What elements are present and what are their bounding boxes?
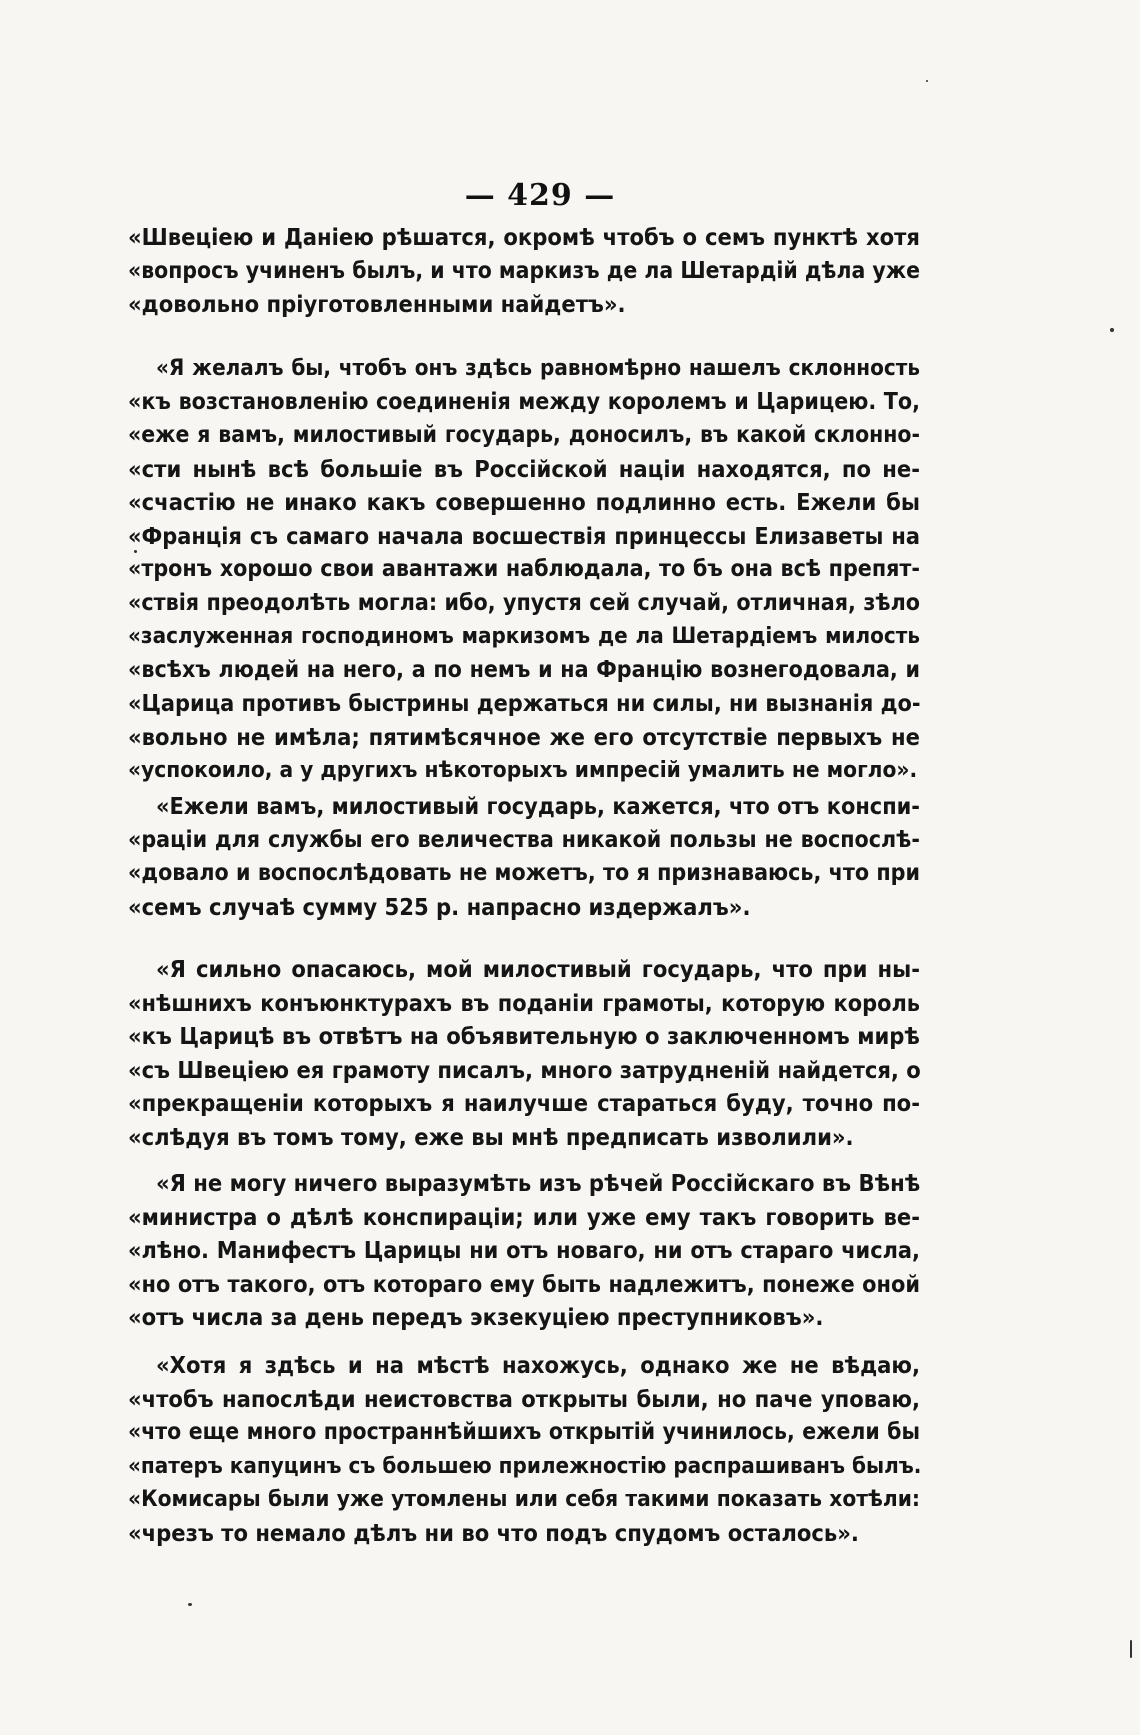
text-line: «чтобъ напослѣди неистовства открыты были, но паче уповаю,: [128, 1384, 920, 1413]
text-line: «Царица противъ быстрины держаться ни силы, ни вызнанія до-: [128, 690, 921, 717]
text-line: «еже я вамъ, милостивый государь, доносилъ, въ какой склонно-: [128, 422, 920, 448]
text-line: «нѣшнихъ конъюнктурахъ въ поданіи грамоты, которую король: [128, 989, 920, 1017]
text-line: «но отъ такого, отъ котораго ему быть надлежитъ, понеже оной: [128, 1270, 920, 1298]
scan-speck: [134, 550, 137, 553]
text-line: «чрезъ то немало дѣлъ ни во что подъ спудомъ осталось».: [128, 1518, 859, 1547]
text-line: «довольно пріуготовленными найдетъ».: [128, 290, 626, 318]
text-line: «что еще много пространнѣйшихъ открытій учинилось, ежели бы: [128, 1419, 920, 1445]
text-line: «Я желалъ бы, чтобъ онъ здѣсь равномѣрно нашелъ склонность: [156, 355, 920, 381]
text-line: «отъ числа за день передъ экзекуціею преступниковъ».: [128, 1303, 824, 1331]
paragraph-1: [128, 221, 920, 322]
paragraph-3: [128, 790, 920, 924]
text-line: «вольно не имѣла; пятимѣсячное же его отсутствіе первыхъ не: [128, 722, 920, 751]
text-line: «Ежели вамъ, милостивый государь, кажется, что отъ конспи-: [156, 793, 920, 820]
text-line: «съ Швеціею ея грамоту писалъ, много затрудненій найдется, о: [128, 1055, 921, 1084]
text-line: «Швеціею и Даніею рѣшатся, окромѣ чтобъ о семъ пунктѣ хотя: [128, 223, 920, 251]
text-line: «ствія преодолѣть могла: ибо, упустя сей случай, отличная, зѣло: [128, 589, 920, 616]
text-line: «министра о дѣлѣ конспираціи; или уже ему такъ говорить ве-: [128, 1202, 920, 1231]
text-line: «счастію не инако какъ совершенно подлинно есть. Ежели бы: [128, 488, 920, 516]
text-line: «тронъ хорошо свои авантажи наблюдала, то бъ она всѣ препят-: [128, 556, 920, 582]
scan-speck: [188, 1603, 192, 1606]
text-line: «къ Царицѣ въ отвѣтъ на объявительную о заключенномъ мирѣ: [128, 1022, 920, 1050]
paragraph-5: [128, 1167, 920, 1335]
text-line: «успокоило, а у другихъ нѣкоторыхъ импресій умалить не могло».: [128, 757, 918, 783]
text-line: «всѣхъ людей на него, а по немъ и на Францію вознегодовала, и: [128, 656, 920, 683]
text-line: «вопросъ учиненъ былъ, и что маркизъ де ла Шетардій дѣла уже: [128, 257, 920, 284]
scan-speck: [926, 80, 928, 82]
scan-speck: [1110, 328, 1114, 332]
paragraph-6: [128, 1349, 920, 1550]
paragraph-2: [128, 352, 920, 788]
text-line: «Хотя я здѣсь и на мѣстѣ нахожусь, однако же не вѣдаю,: [156, 1351, 920, 1379]
text-line: «Францiя съ самаго начала восшествія принцессы Елизаветы на: [128, 522, 920, 550]
text-line: «прекращеніи которыхъ я наилучше стараться буду, точно по-: [128, 1089, 920, 1117]
text-line: «Я не могу ничего выразумѣть изъ рѣчей Россійскаго въ Вѣнѣ: [156, 1169, 921, 1197]
text-line: «Я сильно опасаюсь, мой милостивый государь, что при ны-: [156, 955, 920, 983]
text-line: «заслуженная господиномъ маркизомъ де ла Шетардіемъ милость: [128, 623, 920, 649]
text-line: «довало и воспослѣдовать не можетъ, то я признаваюсь, что при: [128, 860, 920, 886]
paragraph-4: [128, 953, 920, 1154]
text-line: «къ возстановленію соединенія между королемъ и Царицею. То,: [128, 388, 920, 415]
text-line: «семъ случаѣ сумму 525 р. напрасно издержалъ».: [128, 892, 751, 921]
text-line: «слѣдуя въ томъ тому, еже вы мнѣ предписать изволили».: [128, 1122, 854, 1151]
scan-speck: [1130, 1640, 1132, 1658]
text-line: «раціи для службы его величества никакой пользы не воспослѣ-: [128, 826, 920, 853]
text-line: «лѣно. Манифестъ Царицы ни отъ новаго, ни отъ стараго числа,: [128, 1237, 920, 1264]
text-line: «сти нынѣ всѣ большіе въ Россійской націи находятся, по не-: [128, 454, 920, 483]
page-number: — 429 —: [464, 178, 616, 213]
text-line: «патеръ капуцинъ съ большею прилежностію распрашиванъ былъ.: [128, 1452, 922, 1479]
text-line: «Комисары были уже утомлены или себя такими показать хотѣли:: [128, 1486, 920, 1512]
